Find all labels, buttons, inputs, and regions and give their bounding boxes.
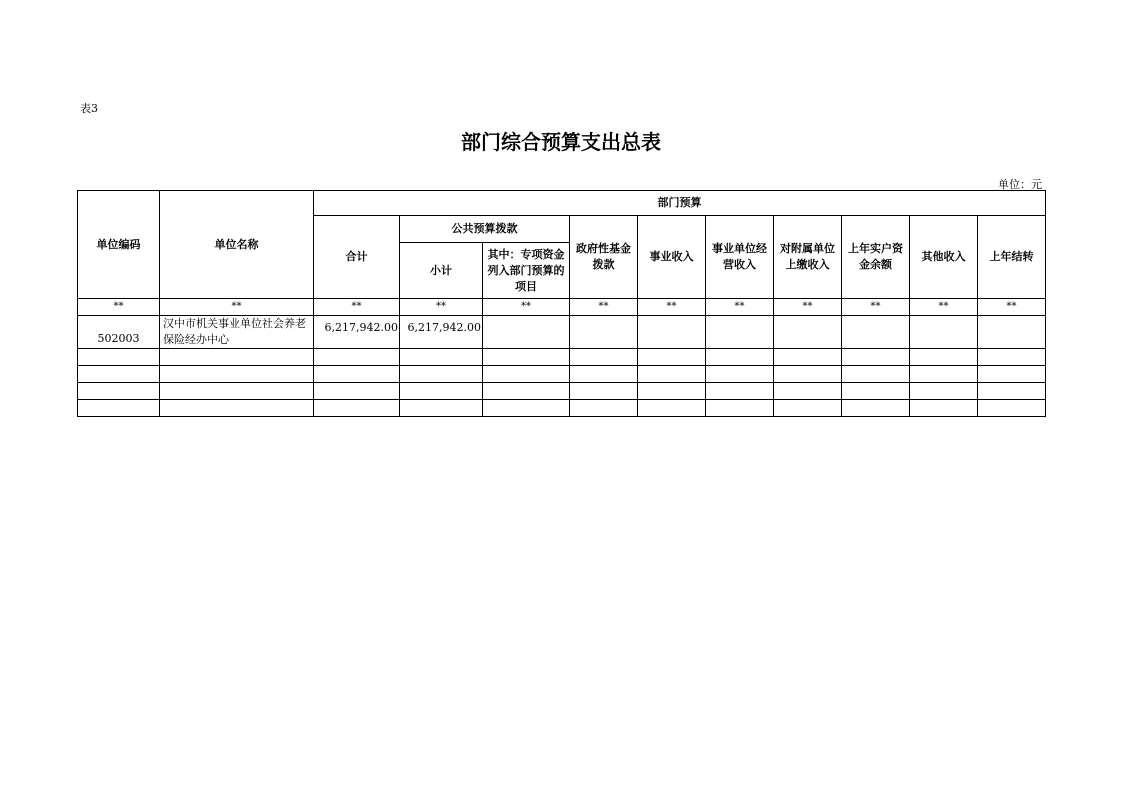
header-business-income: 事业收入 (638, 216, 706, 299)
header-total: 合计 (314, 216, 400, 299)
header-prior-carryover: 上年结转 (978, 216, 1046, 299)
header-gov-fund: 政府性基金拨款 (570, 216, 638, 299)
header-special-funds: 其中：专项资金列入部门预算的项目 (483, 243, 570, 299)
stars-cell: ** (706, 299, 774, 316)
header-prior-balance: 上年实户资金余额 (842, 216, 910, 299)
budget-table (77, 190, 1046, 417)
unit-code-cell: 502003 (78, 316, 160, 349)
stars-cell: ** (400, 299, 483, 316)
empty-cell (910, 316, 978, 349)
header-public-budget: 公共预算拨款 (400, 216, 570, 243)
stars-cell: ** (774, 299, 842, 316)
empty-row (78, 349, 1046, 366)
empty-cell (842, 316, 910, 349)
stars-cell: ** (978, 299, 1046, 316)
subtotal-cell: 6,217,942.00 (400, 316, 483, 349)
stars-cell: ** (160, 299, 314, 316)
empty-cell (706, 316, 774, 349)
stars-cell: ** (78, 299, 160, 316)
empty-cell (483, 316, 570, 349)
page-title: 部门综合预算支出总表 (461, 130, 661, 154)
empty-row (78, 366, 1046, 383)
unit-label: 单位：元 (998, 178, 1042, 191)
header-affiliated-income: 对附属单位上缴收入 (774, 216, 842, 299)
unit-name-cell: 汉中市机关事业单位社会养老保险经办中心 (160, 316, 314, 349)
header-other-income: 其他收入 (910, 216, 978, 299)
empty-cell (978, 316, 1046, 349)
stars-cell: ** (638, 299, 706, 316)
header-subtotal: 小计 (400, 243, 483, 299)
empty-row (78, 400, 1046, 417)
stars-cell: ** (314, 299, 400, 316)
empty-cell (638, 316, 706, 349)
table-number: 表3 (80, 102, 98, 115)
empty-cell (570, 316, 638, 349)
header-unit-code: 单位编码 (78, 191, 160, 299)
header-operating-income: 事业单位经营收入 (706, 216, 774, 299)
header-dept-budget: 部门预算 (314, 191, 1046, 216)
total-cell: 6,217,942.00 (314, 316, 400, 349)
stars-cell: ** (483, 299, 570, 316)
header-unit-name: 单位名称 (160, 191, 314, 299)
table-row (78, 316, 1046, 349)
stars-cell: ** (570, 299, 638, 316)
stars-row (78, 299, 1046, 316)
empty-cell (774, 316, 842, 349)
stars-cell: ** (910, 299, 978, 316)
stars-cell: ** (842, 299, 910, 316)
empty-row (78, 383, 1046, 400)
